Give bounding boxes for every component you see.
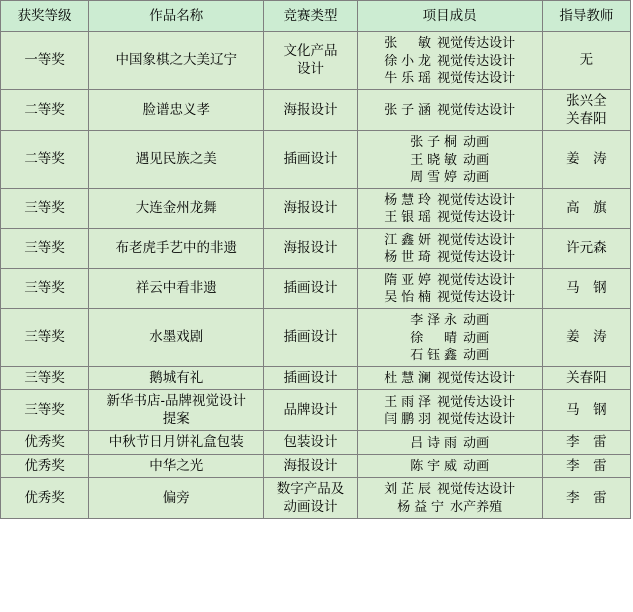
cell-project-members <box>357 268 542 308</box>
member-name: 隋亚婷 <box>384 271 432 287</box>
member-entry <box>361 168 539 186</box>
table-row <box>1 188 631 228</box>
member-name: 杨慧玲 <box>384 191 432 207</box>
cell-work-title: 中华之光 <box>89 454 264 477</box>
teacher-name: 关春阳 <box>566 369 607 385</box>
member-major: 视觉传达设计 <box>437 393 516 409</box>
member-major: 动画 <box>463 329 490 345</box>
table-header <box>1 1 631 32</box>
cell-competition-type: 插画设计 <box>264 309 357 367</box>
cell-competition-type: 插画设计 <box>264 366 357 389</box>
member-major: 视觉传达设计 <box>437 70 516 86</box>
member-name: 徐 晴 <box>410 329 458 345</box>
table-row <box>1 32 631 90</box>
member-entry <box>361 101 539 119</box>
cell-advising-teacher <box>542 131 630 189</box>
member-name: 牛乐瑶 <box>384 70 432 86</box>
cell-work-title: 遇见民族之美 <box>89 131 264 189</box>
cell-work-title: 鹅城有礼 <box>89 366 264 389</box>
teacher-name: 李 雷 <box>566 434 607 450</box>
cell-competition-type: 包装设计 <box>264 431 357 454</box>
member-name: 张子涵 <box>384 102 432 118</box>
cell-competition-type: 海报设计 <box>264 89 357 130</box>
cell-competition-type: 海报设计 <box>264 188 357 228</box>
member-major: 视觉传达设计 <box>437 209 516 225</box>
table-body <box>1 32 631 519</box>
teacher-name: 高 旗 <box>566 200 607 216</box>
member-entry <box>361 480 539 498</box>
cell-advising-teacher <box>542 309 630 367</box>
member-entry <box>361 34 539 52</box>
cell-award-grade: 一等奖 <box>1 32 89 90</box>
cell-advising-teacher <box>542 268 630 308</box>
member-major: 动画 <box>463 134 490 150</box>
member-name: 杨益宁 <box>397 498 445 514</box>
cell-project-members <box>357 89 542 130</box>
member-major: 视觉传达设计 <box>437 52 516 68</box>
cell-project-members <box>357 431 542 454</box>
cell-work-title: 脸谱忠义孝 <box>89 89 264 130</box>
member-major: 动画 <box>463 347 490 363</box>
member-major: 动画 <box>463 312 490 327</box>
cell-advising-teacher <box>542 366 630 389</box>
cell-project-members <box>357 32 542 90</box>
cell-work-title: 祥云中看非遗 <box>89 268 264 308</box>
table-header-row <box>1 1 631 32</box>
column-header-type: 竞赛类型 <box>264 1 357 32</box>
member-major: 视觉传达设计 <box>437 411 516 427</box>
table-row <box>1 228 631 268</box>
table-row <box>1 454 631 477</box>
member-major: 视觉传达设计 <box>437 369 516 385</box>
cell-project-members <box>357 454 542 477</box>
cell-project-members <box>357 228 542 268</box>
cell-advising-teacher <box>542 477 630 518</box>
member-entry <box>361 346 539 364</box>
cell-award-grade: 二等奖 <box>1 89 89 130</box>
teacher-name: 张兴全 <box>566 92 607 108</box>
cell-award-grade: 优秀奖 <box>1 477 89 518</box>
member-name: 徐小龙 <box>384 52 432 68</box>
teacher-name: 姜 涛 <box>566 151 607 167</box>
teacher-name: 马 钢 <box>566 280 607 296</box>
cell-award-grade: 三等奖 <box>1 228 89 268</box>
member-name: 陈宇威 <box>410 457 458 473</box>
member-major: 水产养殖 <box>450 498 503 514</box>
cell-award-grade: 三等奖 <box>1 366 89 389</box>
member-name: 王晓敏 <box>410 151 458 167</box>
member-name: 刘芷辰 <box>384 481 432 497</box>
cell-competition-type: 数字产品及 动画设计 <box>264 477 357 518</box>
cell-work-title: 中国象棋之大美辽宁 <box>89 32 264 90</box>
member-entry <box>361 457 539 475</box>
member-name: 石钰鑫 <box>410 347 458 363</box>
member-entry <box>361 151 539 169</box>
member-name: 吕诗雨 <box>410 434 458 450</box>
cell-competition-type: 品牌设计 <box>264 389 357 430</box>
member-entry <box>361 208 539 226</box>
cell-advising-teacher <box>542 32 630 90</box>
cell-competition-type: 海报设计 <box>264 228 357 268</box>
cell-work-title: 新华书店-品牌视觉设计 提案 <box>89 389 264 430</box>
member-major: 动画 <box>463 457 490 473</box>
member-entry <box>361 369 539 387</box>
cell-competition-type: 文化产品 设计 <box>264 32 357 90</box>
member-name: 张子桐 <box>410 134 458 150</box>
member-name: 江鑫妍 <box>384 231 432 247</box>
cell-award-grade: 二等奖 <box>1 131 89 189</box>
cell-advising-teacher <box>542 228 630 268</box>
member-entry <box>361 69 539 87</box>
member-name: 吴怡楠 <box>384 289 432 305</box>
cell-award-grade: 优秀奖 <box>1 431 89 454</box>
member-entry <box>361 231 539 249</box>
cell-work-title: 偏旁 <box>89 477 264 518</box>
member-name: 李泽永 <box>410 312 458 327</box>
cell-competition-type: 海报设计 <box>264 454 357 477</box>
member-entry <box>361 311 539 329</box>
member-entry <box>361 191 539 209</box>
column-header-grade: 获奖等级 <box>1 1 89 32</box>
member-name: 张 敏 <box>384 35 432 50</box>
cell-advising-teacher <box>542 431 630 454</box>
cell-award-grade: 三等奖 <box>1 188 89 228</box>
member-major: 视觉传达设计 <box>437 271 516 287</box>
table-row <box>1 89 631 130</box>
member-major: 视觉传达设计 <box>437 481 516 497</box>
member-entry <box>361 248 539 266</box>
teacher-name: 无 <box>579 52 594 68</box>
member-name: 杜慧澜 <box>384 369 432 385</box>
teacher-name: 马 钢 <box>566 401 607 417</box>
cell-project-members <box>357 366 542 389</box>
teacher-name: 姜 涛 <box>566 329 607 345</box>
cell-advising-teacher <box>542 89 630 130</box>
cell-competition-type: 插画设计 <box>264 268 357 308</box>
table-row <box>1 431 631 454</box>
table-row <box>1 389 631 430</box>
cell-award-grade: 三等奖 <box>1 389 89 430</box>
member-entry <box>361 329 539 347</box>
cell-project-members <box>357 309 542 367</box>
member-entry <box>361 434 539 452</box>
teacher-name: 关春阳 <box>566 110 607 126</box>
member-major: 视觉传达设计 <box>437 249 516 265</box>
member-name: 闫鹏羽 <box>384 411 432 427</box>
cell-award-grade: 三等奖 <box>1 268 89 308</box>
table-row <box>1 309 631 367</box>
member-major: 视觉传达设计 <box>437 102 516 118</box>
cell-project-members <box>357 131 542 189</box>
cell-advising-teacher <box>542 454 630 477</box>
column-header-teacher: 指导教师 <box>542 1 630 32</box>
member-major: 视觉传达设计 <box>437 231 516 247</box>
member-entry <box>361 271 539 289</box>
teacher-name: 李 雷 <box>566 457 607 473</box>
member-entry <box>361 393 539 411</box>
member-entry <box>361 52 539 70</box>
member-entry <box>361 498 539 516</box>
cell-advising-teacher <box>542 389 630 430</box>
cell-project-members <box>357 188 542 228</box>
cell-project-members <box>357 477 542 518</box>
table-row <box>1 477 631 518</box>
table-row <box>1 131 631 189</box>
teacher-name: 许元森 <box>566 240 607 256</box>
cell-work-title: 大连金州龙舞 <box>89 188 264 228</box>
cell-award-grade: 三等奖 <box>1 309 89 367</box>
cell-award-grade: 优秀奖 <box>1 454 89 477</box>
cell-competition-type: 插画设计 <box>264 131 357 189</box>
member-entry <box>361 410 539 428</box>
cell-advising-teacher <box>542 188 630 228</box>
member-name: 杨世琦 <box>384 249 432 265</box>
member-name: 王银瑶 <box>384 209 432 225</box>
teacher-name: 李 雷 <box>566 489 607 505</box>
cell-work-title: 布老虎手艺中的非遗 <box>89 228 264 268</box>
column-header-title: 作品名称 <box>89 1 264 32</box>
member-major: 动画 <box>463 151 490 167</box>
table-row <box>1 268 631 308</box>
member-name: 周雪婷 <box>410 169 458 185</box>
column-header-members: 项目成员 <box>357 1 542 32</box>
member-entry <box>361 288 539 306</box>
member-major: 动画 <box>463 434 490 450</box>
member-major: 视觉传达设计 <box>437 191 516 207</box>
member-major: 动画 <box>463 169 490 185</box>
cell-work-title: 水墨戏剧 <box>89 309 264 367</box>
member-major: 视觉传达设计 <box>437 35 516 50</box>
member-entry <box>361 133 539 151</box>
member-major: 视觉传达设计 <box>437 289 516 305</box>
table-row <box>1 366 631 389</box>
member-name: 王雨泽 <box>384 393 432 409</box>
cell-work-title: 中秋节日月饼礼盒包装 <box>89 431 264 454</box>
cell-project-members <box>357 389 542 430</box>
